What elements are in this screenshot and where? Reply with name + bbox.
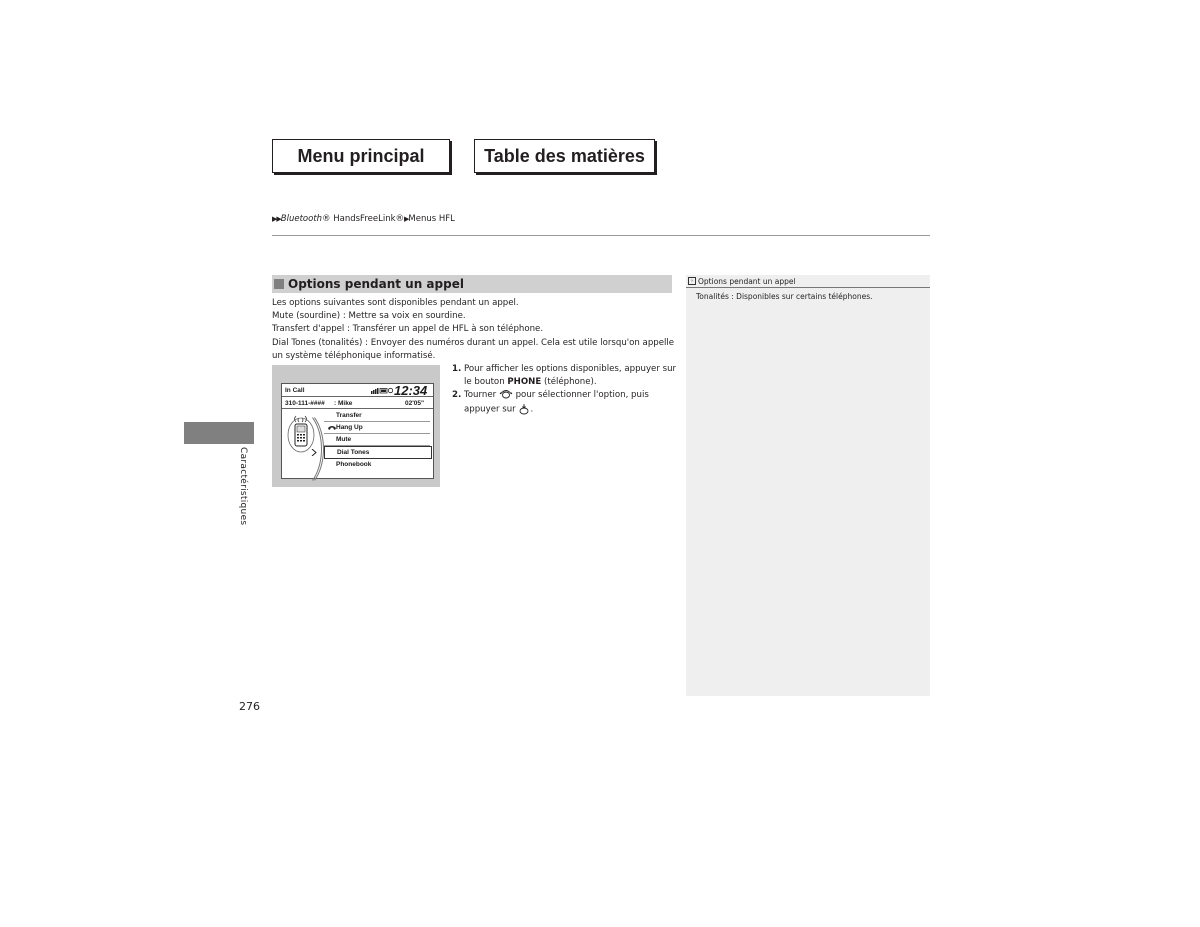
chapter-tab[interactable] (184, 422, 254, 444)
menu-item-mute[interactable]: Mute (324, 434, 430, 446)
section-square-icon (274, 279, 284, 289)
caller-number: 310-111-#### (285, 400, 325, 407)
call-status: In Call (285, 387, 305, 394)
in-call-screen (281, 383, 434, 479)
step-number: 2. (452, 390, 462, 401)
breadcrumb-menus-hfl[interactable]: Menus HFL (408, 214, 455, 224)
main-menu-button[interactable]: Menu principal (272, 139, 450, 173)
notes-sidebar (686, 275, 930, 696)
breadcrumb-arrow-icon: ▶ (404, 215, 409, 223)
body-line: Mute (sourdine) : Mettre sa voix en sourdine. (272, 311, 466, 322)
breadcrumb-hfl[interactable]: ® HandsFreeLink® (322, 214, 405, 224)
selection-cursor-icon (311, 449, 317, 456)
body-line: Les options suivantes sont disponibles pendant un appel. (272, 298, 519, 308)
section-heading (272, 275, 672, 293)
step-1: 1. Pour afficher les options disponibles, appuyer sur le bouton PHONE (téléphone). (452, 364, 677, 388)
display-screenshot (272, 365, 440, 487)
note-icon: › (688, 277, 696, 285)
screen-status-bar (282, 384, 433, 397)
sidebar-title: Options pendant un appel (698, 276, 796, 286)
section-body (272, 297, 677, 363)
header-divider (272, 235, 930, 236)
step-number: 1. (452, 364, 462, 374)
menu-item-hang-up[interactable]: Hang Up (324, 422, 430, 434)
body-line: Dial Tones (tonalités) : Envoyer des numéros durant un appel. Cela est utile lorsqu'on appelle (272, 337, 675, 348)
menu-item-dial-tones[interactable]: Dial Tones (324, 446, 432, 459)
screen-caller-row (282, 397, 433, 409)
breadcrumb-arrow-icon: ▶▶ (272, 215, 281, 223)
sidebar-heading (686, 275, 930, 288)
section-title: Options pendant un appel (288, 277, 464, 291)
signal-battery-icon (371, 387, 393, 396)
step-2: 2. Tourner pour sélectionner l'option, puis appuyer sur . (452, 390, 649, 415)
body-line: un système téléphonique informatisé. (272, 350, 436, 361)
call-duration: 02'05" (405, 400, 425, 407)
menu-item-phonebook[interactable]: Phonebook (336, 461, 372, 468)
interface-dial-rotate-icon (499, 389, 513, 400)
sidebar-note: Tonalités : Disponibles sur certains téléphones. (696, 292, 873, 301)
caller-name: : Mike (334, 400, 353, 407)
chapter-label: Caractéristiques (238, 447, 248, 526)
hang-up-icon (328, 425, 336, 430)
breadcrumb-bluetooth[interactable]: Bluetooth (280, 214, 323, 224)
body-line: Transfert d'appel : Transférer un appel de HFL à son téléphone. (272, 324, 544, 335)
interface-dial-press-icon (518, 403, 530, 415)
table-of-contents-button[interactable]: Table des matières (474, 139, 655, 173)
clock: 12:34 (394, 383, 428, 398)
instruction-steps (452, 363, 677, 416)
menu-item-transfer[interactable]: Transfer (324, 410, 430, 422)
breadcrumb (272, 214, 455, 224)
page-number: 276 (239, 700, 260, 713)
